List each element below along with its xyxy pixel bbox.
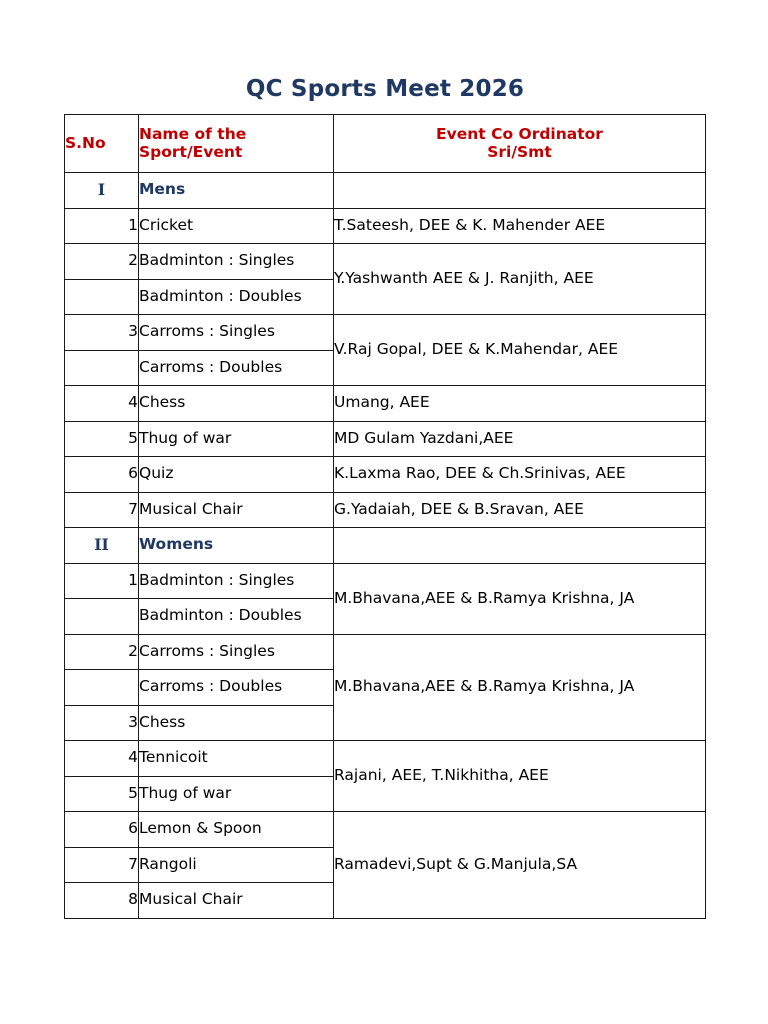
- event-number: 6: [65, 457, 139, 493]
- event-name: Carroms : Doubles: [139, 350, 334, 386]
- event-coordinator: K.Laxma Rao, DEE & Ch.Srinivas, AEE: [334, 457, 706, 493]
- event-number: 4: [65, 386, 139, 422]
- event-name: Badminton : Singles: [139, 244, 334, 280]
- table-header-row: [65, 115, 706, 173]
- events-table: [64, 114, 706, 919]
- table-row: [65, 634, 706, 670]
- page-title: QC Sports Meet 2026: [245, 76, 525, 102]
- table-row: [65, 457, 706, 493]
- event-name: Carroms : Doubles: [139, 670, 334, 706]
- event-coordinator: T.Sateesh, DEE & K. Mahender AEE: [334, 208, 706, 244]
- event-coordinator: Umang, AEE: [334, 386, 706, 422]
- event-name: Thug of war: [139, 421, 334, 457]
- event-number: 5: [65, 421, 139, 457]
- header-sport-event: [139, 115, 334, 173]
- event-number: 8: [65, 883, 139, 919]
- event-number: [65, 279, 139, 315]
- event-number: [65, 670, 139, 706]
- section-row-mens: [65, 173, 706, 209]
- event-name: Quiz: [139, 457, 334, 493]
- header-sport-event-line1: Name of the: [139, 124, 247, 143]
- event-number: 4: [65, 741, 139, 777]
- event-name: Musical Chair: [139, 883, 334, 919]
- event-name: Thug of war: [139, 776, 334, 812]
- table-row: [65, 421, 706, 457]
- event-coordinator: M.Bhavana,AEE & B.Ramya Krishna, JA: [334, 634, 706, 741]
- event-name: Badminton : Doubles: [139, 279, 334, 315]
- event-name: Tennicoit: [139, 741, 334, 777]
- section-coordinator-empty: [334, 528, 706, 564]
- event-number: 2: [65, 244, 139, 280]
- event-coordinator: M.Bhavana,AEE & B.Ramya Krishna, JA: [334, 563, 706, 634]
- event-name: Badminton : Doubles: [139, 599, 334, 635]
- table-row: [65, 208, 706, 244]
- table-row: [65, 386, 706, 422]
- section-label: Mens: [139, 173, 334, 209]
- event-number: 6: [65, 812, 139, 848]
- event-number: 1: [65, 563, 139, 599]
- section-coordinator-empty: [334, 173, 706, 209]
- event-number: 7: [65, 492, 139, 528]
- event-number: [65, 599, 139, 635]
- event-number: [65, 350, 139, 386]
- event-number: 3: [65, 315, 139, 351]
- event-number: 7: [65, 847, 139, 883]
- header-sport-event-line2: Sport/Event: [139, 142, 243, 161]
- event-name: Rangoli: [139, 847, 334, 883]
- event-coordinator: Rajani, AEE, T.Nikhitha, AEE: [334, 741, 706, 812]
- event-name: Carroms : Singles: [139, 634, 334, 670]
- event-coordinator: V.Raj Gopal, DEE & K.Mahendar, AEE: [334, 315, 706, 386]
- event-coordinator: Ramadevi,Supt & G.Manjula,SA: [334, 812, 706, 919]
- event-name: Chess: [139, 386, 334, 422]
- event-name: Lemon & Spoon: [139, 812, 334, 848]
- table-row: [65, 492, 706, 528]
- event-name: Cricket: [139, 208, 334, 244]
- table-row: [65, 244, 706, 280]
- header-coordinator-line2: Sri/Smt: [487, 142, 552, 161]
- header-coordinator-line1: Event Co Ordinator: [436, 124, 603, 143]
- event-number: 5: [65, 776, 139, 812]
- section-label: Womens: [139, 528, 334, 564]
- header-coordinator: [334, 115, 706, 173]
- event-number: 3: [65, 705, 139, 741]
- section-row-womens: [65, 528, 706, 564]
- header-sno: S.No: [65, 115, 139, 173]
- event-number: 1: [65, 208, 139, 244]
- event-name: Musical Chair: [139, 492, 334, 528]
- event-name: Chess: [139, 705, 334, 741]
- event-coordinator: Y.Yashwanth AEE & J. Ranjith, AEE: [334, 244, 706, 315]
- event-name: Badminton : Singles: [139, 563, 334, 599]
- event-name: Carroms : Singles: [139, 315, 334, 351]
- section-numeral: I: [65, 173, 139, 209]
- table-row: [65, 741, 706, 777]
- event-number: 2: [65, 634, 139, 670]
- event-coordinator: G.Yadaiah, DEE & B.Sravan, AEE: [334, 492, 706, 528]
- table-row: [65, 563, 706, 599]
- section-numeral: II: [65, 528, 139, 564]
- table-row: [65, 315, 706, 351]
- event-coordinator: MD Gulam Yazdani,AEE: [334, 421, 706, 457]
- table-row: [65, 812, 706, 848]
